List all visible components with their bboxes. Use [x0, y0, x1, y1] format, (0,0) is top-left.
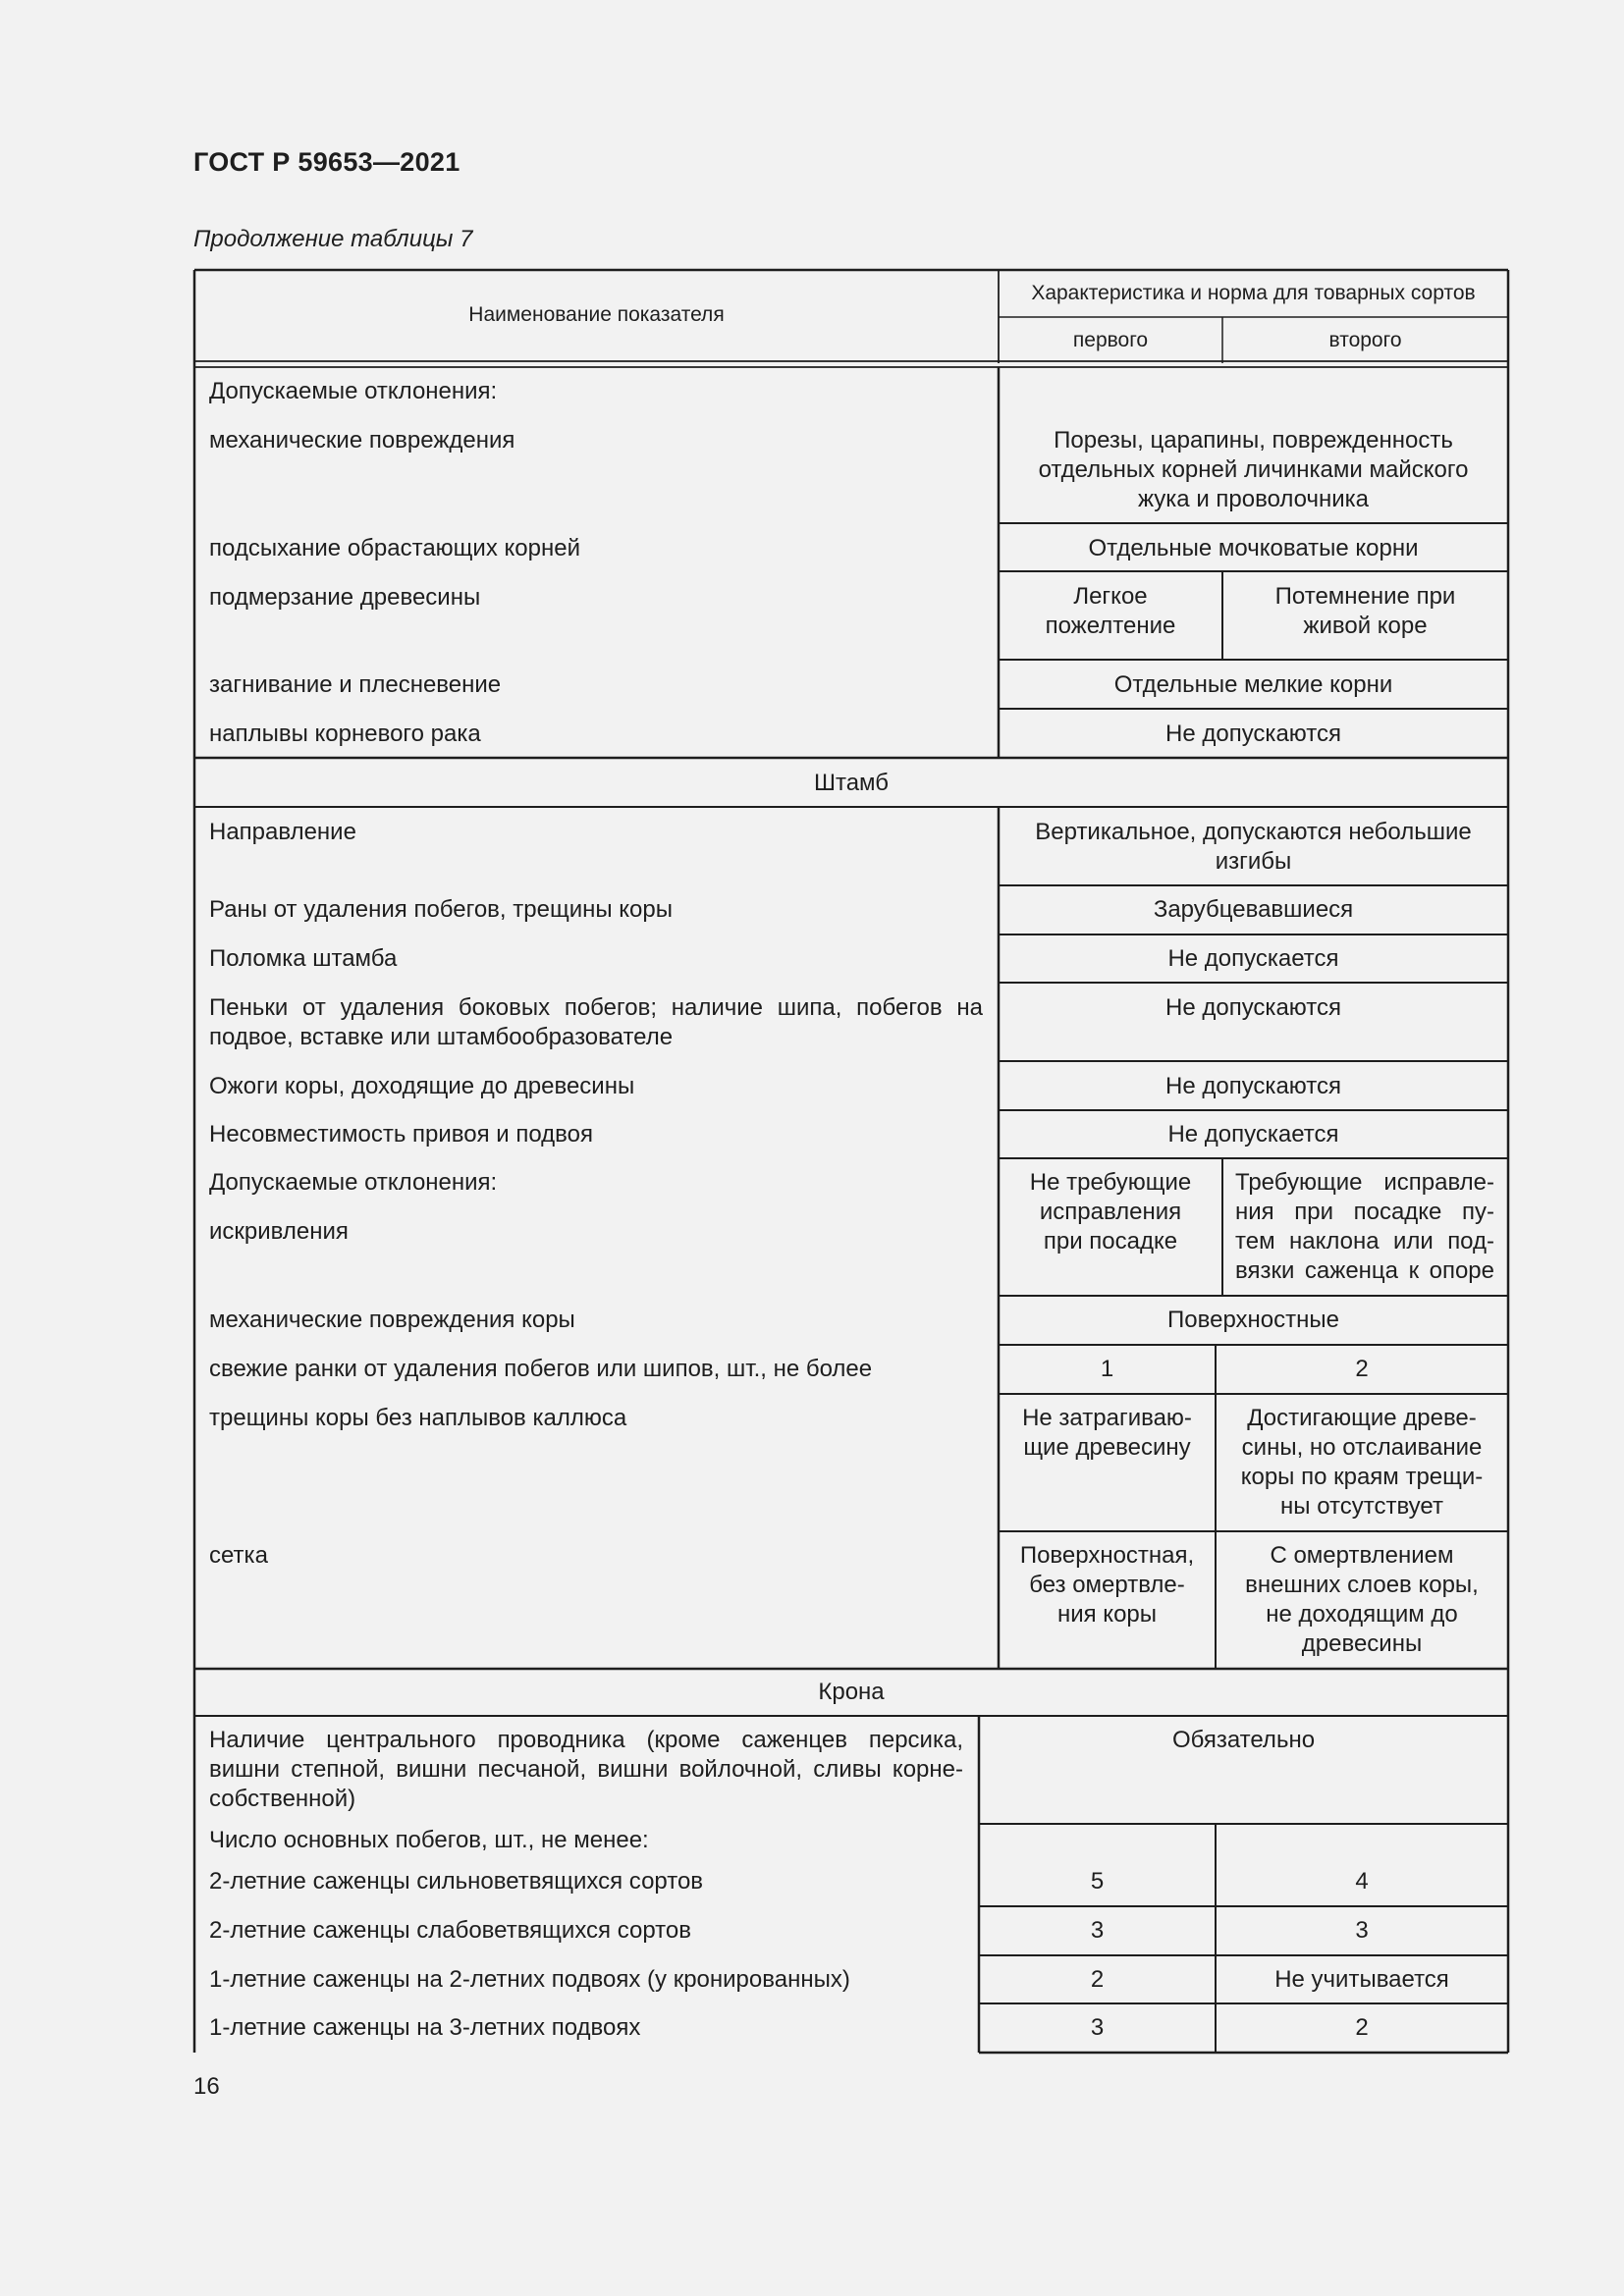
row-label-bark-cracks: трещины коры без наплывов каллюса	[209, 1405, 627, 1431]
value-incompatibility: Не допускается	[1167, 1121, 1339, 1148]
section-title-crown: Крона	[818, 1679, 885, 1705]
header-grade-second: второго	[1328, 329, 1402, 351]
row-label-weak-branching: 2-летние саженцы слабоветвящихся сортов	[209, 1917, 691, 1944]
value-weak-branching-g1: 3	[1090, 1917, 1105, 1944]
header-indicator-name: Наименование показателя	[468, 303, 725, 326]
value-curvature-g1-line3: при посадке	[1043, 1228, 1178, 1255]
row-label-stumps-line1: Пеньки от удаления боковых побегов; наличие шипа, побегов на	[209, 994, 983, 1021]
value-rootstock-3yr-g2: 2	[1355, 2014, 1369, 2041]
value-weak-branching-g2: 3	[1355, 1917, 1369, 1944]
value-net-g1-line3: ния коры	[1056, 1601, 1158, 1628]
value-wood-frost-g2-line1: Потемнение при	[1274, 583, 1456, 610]
value-strong-branching-g2: 4	[1355, 1868, 1369, 1895]
row-label-rootstock-3yr: 1-летние саженцы на 3-летних подвоях	[209, 2014, 641, 2041]
row-label-root-cancer: наплывы корневого рака	[209, 721, 481, 747]
value-stem-break: Не допускается	[1167, 945, 1339, 972]
value-root-cancer: Не допускаются	[1165, 721, 1341, 747]
value-mechanical-damage-line2: отдельных корней личинками майского	[1038, 456, 1469, 483]
value-bark-cracks-g2-line1: Достигающие древе-	[1247, 1405, 1477, 1431]
value-curvature-g2-line3: тем наклона или под-	[1235, 1228, 1494, 1255]
value-bark-cracks-g1-line2: щие древесину	[1023, 1434, 1191, 1461]
value-mechanical-damage-line1: Порезы, царапины, поврежденность	[1054, 427, 1453, 454]
value-rootstock-2yr-g2: Не учитывается	[1274, 1966, 1449, 1993]
value-rootstock-2yr-g1: 2	[1090, 1966, 1105, 1993]
row-label-bark-damage: механические повреждения коры	[209, 1307, 575, 1333]
value-net-g1-line1: Поверхностная,	[1019, 1542, 1195, 1569]
value-net-g1-line2: без омертвле-	[1029, 1572, 1185, 1598]
value-bark-damage: Поверхностные	[1167, 1307, 1339, 1333]
value-bark-cracks-g2-line3: коры по краям трещи-	[1240, 1464, 1484, 1490]
value-wood-frost-g2-line2: живой коре	[1303, 613, 1428, 639]
row-label-stumps-line2: подвое, вставке или штамбообразователе	[209, 1024, 674, 1050]
value-curvature-g2-line2: ния при посадке пу-	[1235, 1199, 1494, 1225]
row-label-bark-burns: Ожоги коры, доходящие до древесины	[209, 1073, 635, 1099]
value-direction-line1: Вертикальное, допускаются небольшие	[1035, 819, 1472, 845]
section-title-stem: Штамб	[813, 770, 890, 796]
value-net-g2-line4: древесины	[1301, 1630, 1423, 1657]
row-label-mechanical-damage: механические повреждения	[209, 427, 515, 454]
value-curvature-g1-line1: Не требующие	[1029, 1169, 1192, 1196]
row-label-central-leader-line2: вишни степной, вишни песчаной, вишни войлочной, сливы корне-	[209, 1756, 963, 1783]
value-mechanical-damage-line3: жука и проволочника	[1137, 486, 1370, 512]
value-fresh-wounds-g2: 2	[1355, 1356, 1369, 1382]
header-characteristic: Характеристика и норма для товарных сортов	[1031, 282, 1476, 304]
value-rot-mold: Отдельные мелкие корни	[1113, 671, 1393, 698]
row-label-stem-tolerances: Допускаемые отклонения:	[209, 1169, 498, 1196]
value-stumps: Не допускаются	[1165, 994, 1341, 1021]
row-label-incompatibility: Несовместимость привоя и подвоя	[209, 1121, 593, 1148]
value-bark-burns: Не допускаются	[1165, 1073, 1341, 1099]
value-bark-cracks-g1-line1: Не затрагиваю-	[1022, 1405, 1192, 1431]
value-central-leader: Обязательно	[1171, 1727, 1316, 1753]
value-bark-cracks-g2-line2: сины, но отслаивание	[1241, 1434, 1483, 1461]
table-continuation-caption: Продолжение таблицы 7	[193, 226, 473, 252]
value-root-drying: Отдельные мочковатые корни	[1088, 535, 1419, 561]
value-net-g2-line1: С омертвлением	[1270, 1542, 1454, 1569]
value-strong-branching-g1: 5	[1090, 1868, 1105, 1895]
value-curvature-g1-line2: исправления	[1039, 1199, 1182, 1225]
value-rootstock-3yr-g1: 3	[1090, 2014, 1105, 2041]
value-wood-frost-g1-line1: Легкое	[1073, 583, 1148, 610]
row-label-direction: Направление	[209, 819, 356, 845]
row-label-fresh-wounds: свежие ранки от удаления побегов или шипов, шт., не более	[209, 1356, 873, 1382]
value-wood-frost-g1-line2: пожелтение	[1045, 613, 1176, 639]
value-net-g2-line2: внешних слоев коры,	[1245, 1572, 1479, 1598]
row-label-central-leader-line1: Наличие центрального проводника (кроме саженцев персика,	[209, 1727, 963, 1753]
value-fresh-wounds-g1: 1	[1100, 1356, 1114, 1382]
value-net-g2-line3: не доходящим до	[1266, 1601, 1458, 1628]
document-code: ГОСТ Р 59653—2021	[193, 147, 460, 177]
value-wounds: Зарубцевавшиеся	[1153, 896, 1354, 923]
value-direction-line2: изгибы	[1215, 848, 1292, 875]
row-label-strong-branching: 2-летние саженцы сильноветвящихся сортов	[209, 1868, 704, 1895]
row-label-wounds: Раны от удаления побегов, трещины коры	[209, 896, 673, 923]
row-label-central-leader-line3: собственной)	[209, 1786, 356, 1812]
row-label-rot-mold: загнивание и плесневение	[209, 671, 502, 698]
row-label-root-drying: подсыхание обрастающих корней	[209, 535, 580, 561]
row-label-wood-frost: подмерзание древесины	[209, 584, 481, 611]
row-label-main-shoots-count: Число основных побегов, шт., не менее:	[209, 1827, 649, 1853]
value-curvature-g2-line4: вязки саженца к опоре	[1235, 1257, 1494, 1284]
row-label-net: сетка	[209, 1542, 268, 1569]
value-bark-cracks-g2-line4: ны отсутствует	[1280, 1493, 1443, 1520]
page-number: 16	[193, 2073, 220, 2100]
row-label-rootstock-2yr: 1-летние саженцы на 2-летних подвоях (у кронированных)	[209, 1966, 850, 1993]
header-grade-first: первого	[1072, 329, 1149, 351]
row-label-curvature: искривления	[209, 1218, 349, 1245]
row-label-stem-break: Поломка штамба	[209, 945, 398, 972]
row-label-tolerances: Допускаемые отклонения:	[209, 378, 498, 404]
value-curvature-g2-line1: Требующие исправле-	[1235, 1169, 1494, 1196]
